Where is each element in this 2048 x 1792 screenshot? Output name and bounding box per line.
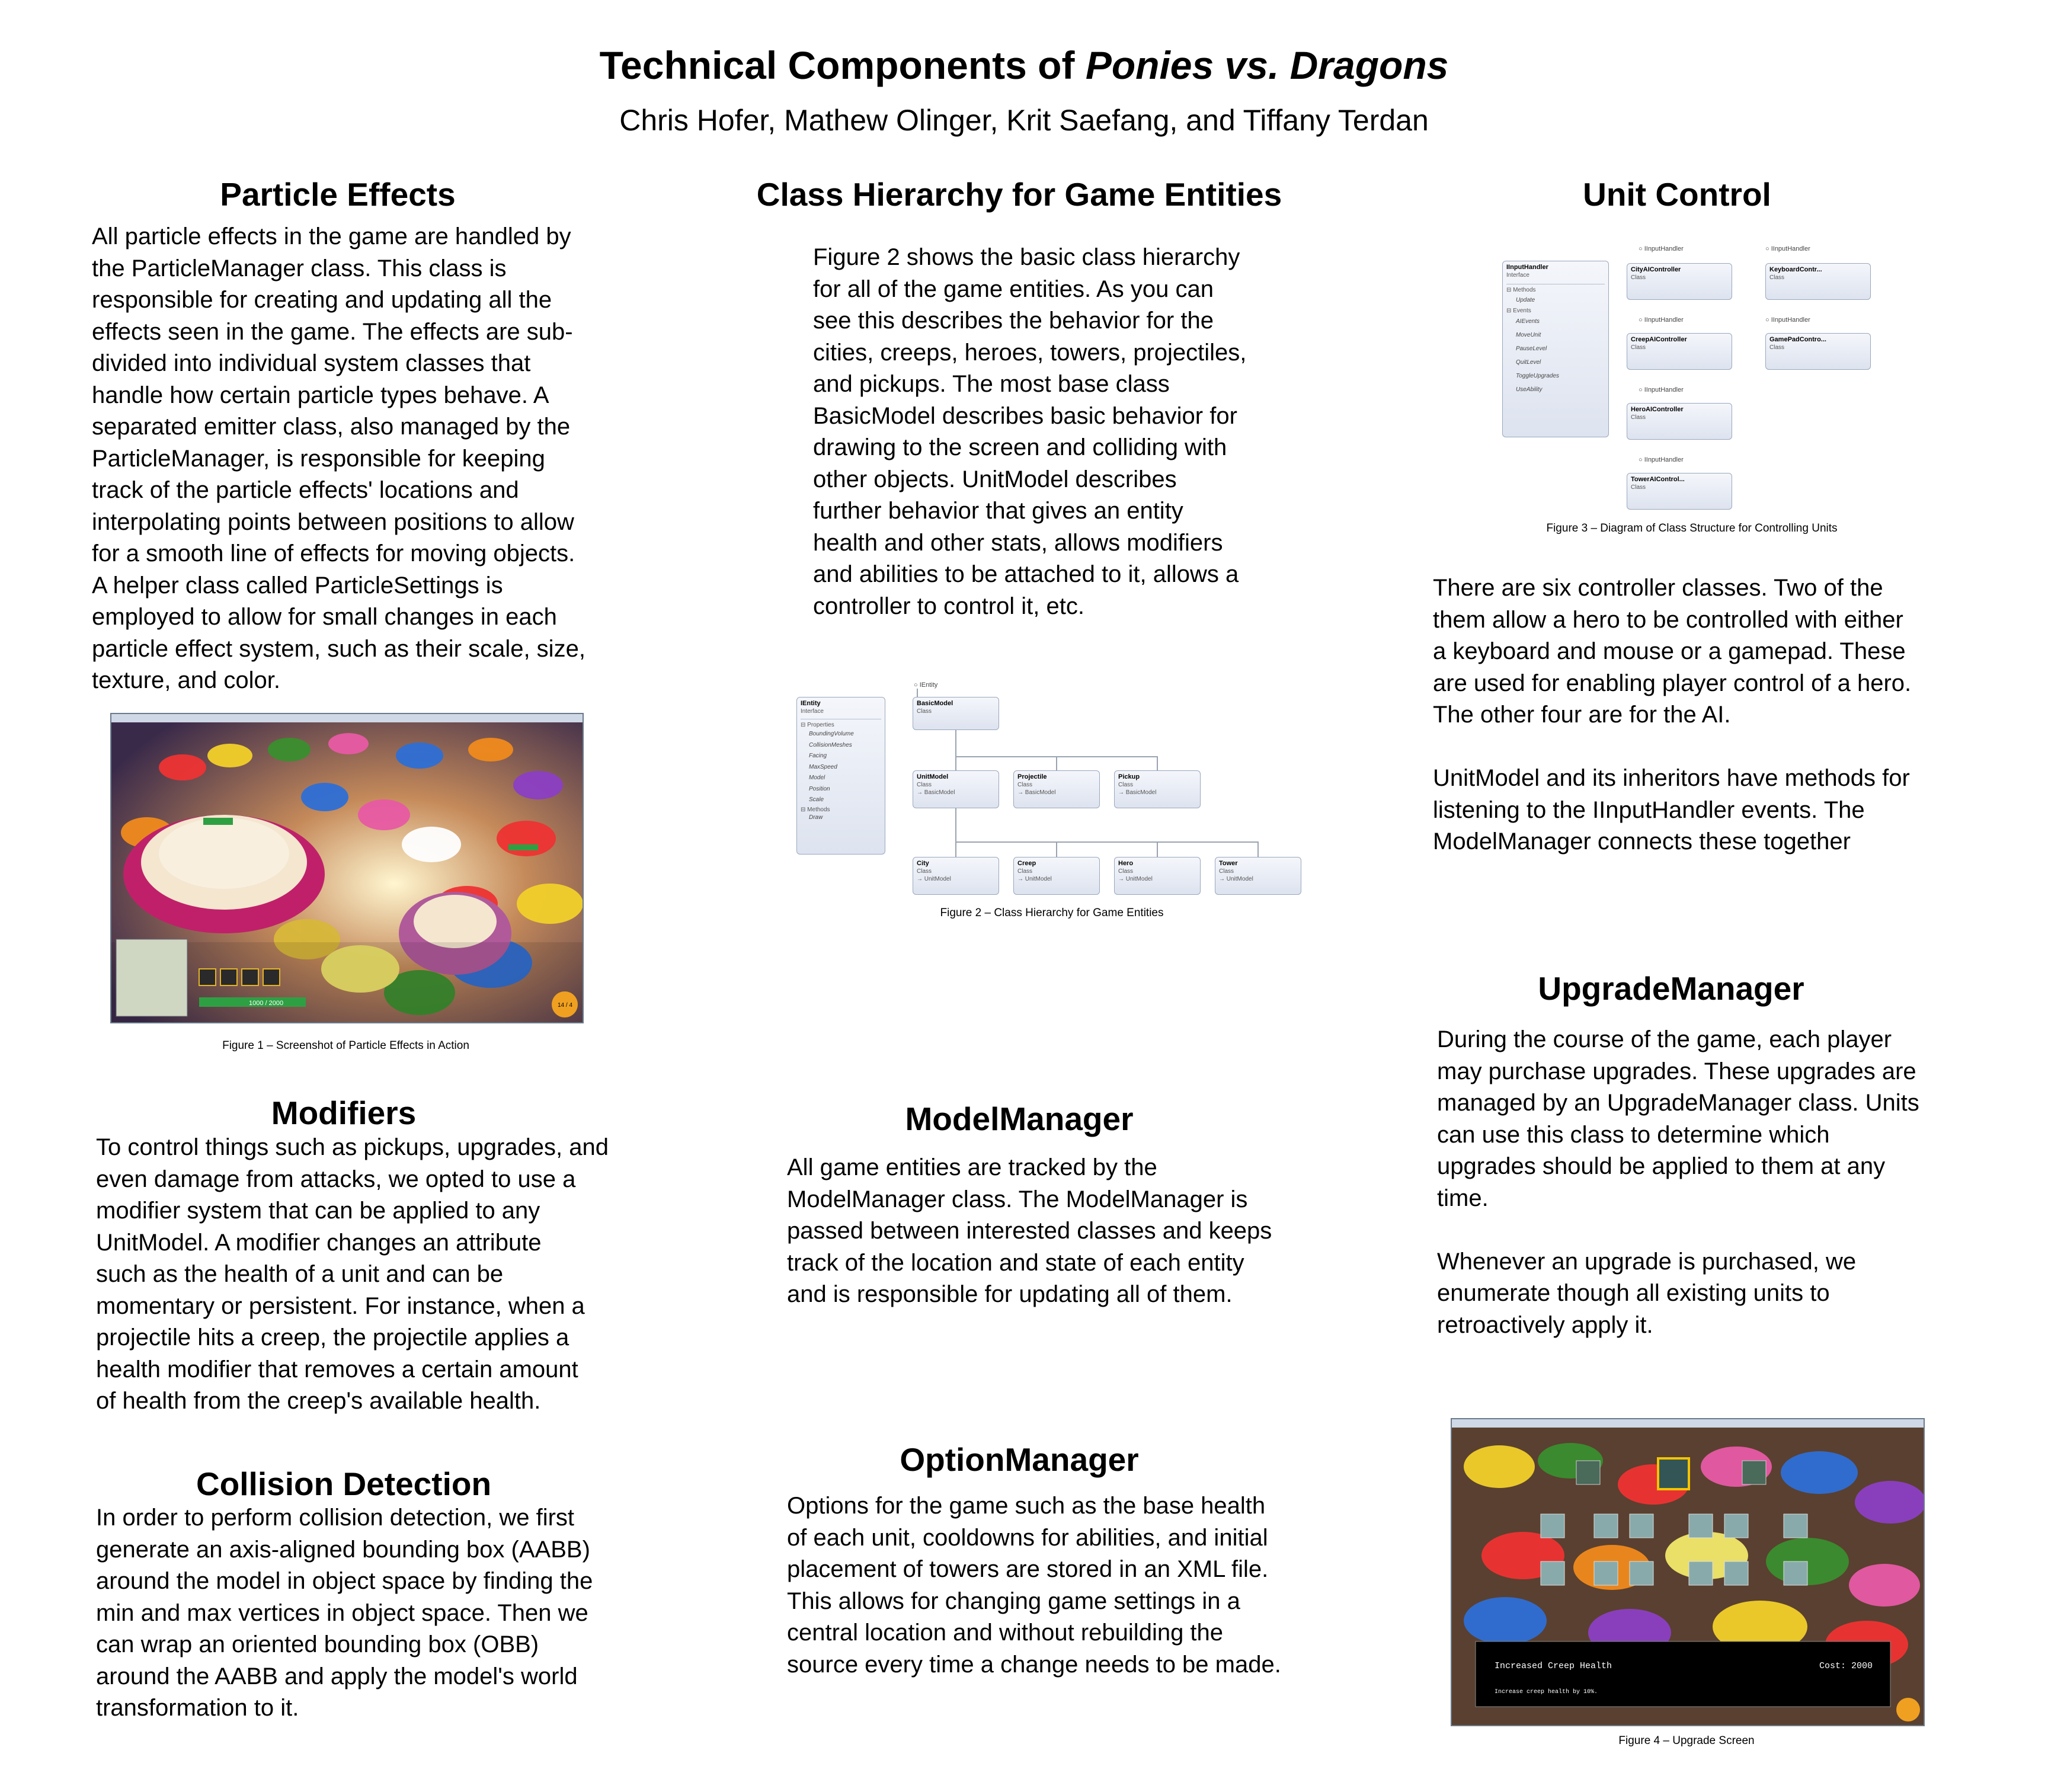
modifiers-body: To control things such as pickups, upgrades, and even damage from attacks, we opted to use a modifier system that can be applied to any UnitModel. A modifier changes an attribute such as the health of a unit and can be momentary or persistent. For instance, when a projectile hits a creep, the projectile applies a health modifier that removes a certain amount of health from the creep's available health. (96, 1134, 609, 1414)
modifiers-heading: Modifiers (271, 1095, 417, 1131)
modelmanager-heading: ModelManager (905, 1100, 1134, 1137)
ientity-property: Scale (809, 796, 824, 803)
upgrademanager-heading: UpgradeManager (1538, 970, 1804, 1007)
iinputhandler-event: QuitLevel (1516, 359, 1541, 366)
figure-3-caption: Figure 3 – Diagram of Class Structure for Controlling Units (1546, 522, 1838, 535)
keyboardcontroller-box: KeyboardContr... Class (1765, 263, 1871, 300)
heroaicontroller-box: HeroAIController Class (1627, 403, 1732, 440)
authors: Chris Hofer, Mathew Olinger, Krit Saefang, and Tiffany Terdan (619, 104, 1429, 137)
particle-body: All particle effects in the game are handled by the ParticleManager class. This class is responsible for creating and updating all the effects seen in the game. The effects are sub- divided into individual system classes that handle how certain particle types behave. A separated emitter class, also managed by the ParticleManager, is responsible for keeping track of the particle effects' locations and interpolating points between positions to allow for a smooth line of effects for moving objects. A helper class called ParticleSettings is employed to allow for small changes in each particle effect system, such as their scale, size, texture, and color. (92, 223, 585, 693)
iinputhandler-event: MoveUnit (1516, 332, 1541, 338)
figure-2-caption: Figure 2 – Class Hierarchy for Game Entities (940, 907, 1164, 919)
ientity-box: IEntity Interface ⊟ Properties BoundingVolume CollisionMeshes Facing MaxSpeed Model Position Scale ⊟ Methods Draw (796, 697, 885, 855)
ientity-properties-label: Properties (807, 722, 834, 728)
ientity-method: Draw (809, 814, 823, 821)
ientity-lollipop-label: IEntity (919, 681, 938, 689)
iinputhandler-box: IInputHandler Interface ⊟ Methods Update ⊟ Events AIEvents MoveUnit PauseLevel QuitLevel ToggleUpgrades UseAbility (1502, 261, 1609, 437)
ientity-property: Model (809, 775, 825, 781)
iinputhandler-name: IInputHandler (1506, 264, 1548, 271)
ientity-name: IEntity (801, 700, 821, 707)
ientity-property: Facing (809, 753, 827, 759)
iinputhandler-events-label: Events (1513, 308, 1531, 314)
iinputhandler-method: Update (1516, 297, 1535, 303)
optionmanager-heading: OptionManager (900, 1441, 1139, 1478)
ientity-property: Position (809, 785, 830, 792)
tower-controller-lollipop: ○ IInputHandler (1639, 456, 1684, 463)
figure-4-caption: Figure 4 – Upgrade Screen (1618, 1735, 1755, 1747)
figure-1-caption: Figure 1 – Screenshot of Particle Effects in Action (222, 1039, 469, 1052)
keyboard-controller-lollipop: ○ IInputHandler (1765, 245, 1810, 252)
ientity-property: BoundingVolume (809, 731, 854, 737)
iinputhandler-event: UseAbility (1516, 386, 1543, 393)
toweraicontroller-box: TowerAIControl... Class (1627, 473, 1732, 510)
tower-box: Tower Class → UnitModel (1215, 857, 1301, 895)
unitmodel-box: UnitModel Class → BasicModel (913, 770, 999, 808)
particle-heading: Particle Effects (220, 176, 456, 213)
iinputhandler-event: ToggleUpgrades (1516, 373, 1560, 379)
ientity-property: CollisionMeshes (809, 741, 852, 748)
figure-2-diagram (794, 681, 1310, 907)
figure-3-diagram (1502, 242, 1881, 514)
fig1-score: 14 / 4 (558, 1002, 573, 1009)
iinputhandler-kind: Interface (1506, 272, 1529, 279)
collision-body: In order to perform collision detection, we first generate an axis-aligned bounding box (AABB) around the model in object space by finding the min and max vertices in object space. Then we can wrap an oriented bounding box (OBB) around the AABB and apply the model's world transformation to it. (96, 1505, 593, 1721)
city-controller-lollipop: ○ IInputHandler (1639, 245, 1684, 252)
figure-4-screenshot (1451, 1418, 1925, 1726)
gamepadcontroller-box: GamePadContro... Class (1765, 333, 1871, 370)
projectile-box: Projectile Class → BasicModel (1013, 770, 1100, 808)
ientity-property: MaxSpeed (809, 763, 837, 770)
ientity-lollipop: ○ IEntity (914, 681, 938, 689)
creep-box: Creep Class → UnitModel (1013, 857, 1100, 895)
poster-title (0, 41, 2048, 89)
hero-box: Hero Class → UnitModel (1114, 857, 1201, 895)
fig4-cost: Cost: 2000 (1819, 1661, 1873, 1671)
fig4-upgrade-name: Increased Creep Health (1495, 1661, 1612, 1671)
hero-controller-lollipop: ○ IInputHandler (1639, 386, 1684, 393)
unitcontrol-heading: Unit Control (1583, 176, 1771, 213)
cityaicontroller-box: CityAIController Class (1627, 263, 1732, 300)
hierarchy-heading: Class Hierarchy for Game Entities (756, 176, 1282, 213)
fig4-description: Increase creep health by 10%. (1495, 1689, 1598, 1695)
collision-heading: Collision Detection (196, 1465, 492, 1502)
city-box: City Class → UnitModel (913, 857, 999, 895)
iinputhandler-methods-label: Methods (1513, 287, 1536, 293)
upgrade-scene-image (1452, 1419, 1924, 1725)
ientity-kind: Interface (801, 708, 824, 715)
upgrademanager-body: During the course of the game, each player may purchase upgrades. These upgrades are managed by an UpgradeManager class. Units can use this class to determine which upgrades should be applied to them at any time. Whenever an upgrade is purchased, we enumerate though all existing units to retroactively apply it. (1437, 1026, 1919, 1338)
title-game-name: Ponies vs. Dragons (1085, 43, 1449, 87)
optionmanager-body: Options for the game such as the base health of each unit, cooldowns for abilities, and initial placement of towers are stored in an XML file. This allows for changing game settings in a central location and without rebuilding the source every time a change needs to be made. (787, 1493, 1281, 1678)
figure-1-screenshot (110, 713, 584, 1023)
ientity-methods-label: Methods (807, 806, 830, 813)
unitcontrol-body: There are six controller classes. Two of the them allow a hero to be controlled with either a keyboard and mouse or a gamepad. These are used for enabling player control of a hero. The other four are for the AI. UnitModel and its inheritors have methods for listening to the IInputHandler events. The ModelManager connects these together (1433, 575, 1912, 855)
gamepad-controller-lollipop: ○ IInputHandler (1765, 316, 1810, 324)
modelmanager-body: All game entities are tracked by the ModelManager class. The ModelManager is passed between interested classes and keeps track of the location and state of each entity and is responsible for updating all of them. (787, 1154, 1272, 1307)
hierarchy-body: Figure 2 shows the basic class hierarchy for all of the game entities. As you can see this describes the behavior for the cities, creeps, heroes, towers, projectiles, and pickups. The most base class BasicModel describes basic behavior for drawing to the screen and colliding with other objects. UnitModel describes further behavior that gives an entity health and other stats, allows modifiers and abilities to be attached to it, allows a controller to control it, etc. (813, 244, 1247, 619)
creep-controller-lollipop: ○ IInputHandler (1639, 316, 1684, 324)
basicmodel-box: BasicModel Class (913, 697, 999, 730)
pickup-box: Pickup Class → BasicModel (1114, 770, 1201, 808)
iinputhandler-event: PauseLevel (1516, 345, 1547, 352)
particle-scene-image (111, 714, 583, 1022)
iinputhandler-event: AIEvents (1516, 318, 1540, 325)
title-text: Technical Components of (599, 43, 1086, 87)
fig1-counter: 1000 / 2000 (249, 1000, 284, 1007)
creepaicontroller-box: CreepAIController Class (1627, 333, 1732, 370)
